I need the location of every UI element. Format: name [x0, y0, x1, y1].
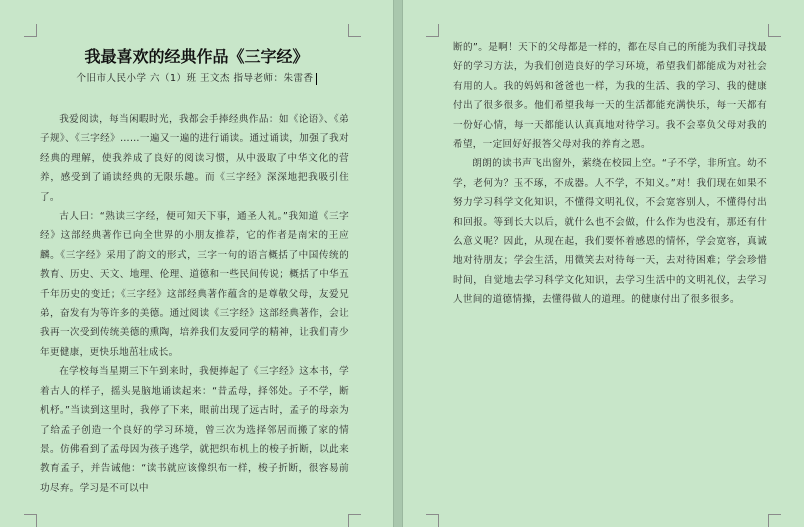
paragraph[interactable]: 我爱阅读，每当闲暇时光，我都会手捧经典作品：如《论语》、《弟子规》、《三字经》……一遍又一遍的进行诵读。通过诵读，加强了我对经典的理解，使我养成了良好的阅读习惯，从中汲取了中华文化的营养，感受到了诵读经典的无限乐趣。而《三字经》深深地把我吸引住了。 — [40, 114, 349, 203]
text-cursor — [316, 73, 317, 85]
crop-mark — [24, 24, 37, 37]
crop-mark — [348, 24, 361, 37]
paragraph[interactable]: 古人曰：“熟读三字经，便可知天下事，通圣人礼。”我知道《三字经》这部经典著作已向全世界的小朋友推荐，它的作者是南宋的王应麟。《三字经》采用了韵文的形式，三字一句的语言概括了中国传统的教育、历史、天文、地理、伦理、道德和一些民间传说；概括了中华五千年历史的变迁；《三字经》这部经典著作蕴含的是尊敬父母，友爱兄弟，奋发有为等许多的美德。通过阅读《三字经》这部经典著作，会让我再一次受到传统美德的熏陶，培养我们友爱同学的精神，让我们青少年更健康，更快乐地茁壮成长。 — [40, 211, 349, 358]
document-page-right — [403, 0, 804, 527]
document-title[interactable]: 我最喜欢的经典作品《三字经》 — [84, 47, 309, 66]
crop-mark — [426, 514, 439, 527]
crop-mark — [426, 24, 439, 37]
author-byline[interactable] — [0, 70, 393, 85]
crop-mark — [24, 514, 37, 527]
body-text-left[interactable] — [40, 110, 349, 498]
paragraph[interactable]: 朗朗的读书声飞出窗外，萦绕在校园上空。“子不学，非所宜。幼不学，老何为？玉不琢，不成器。人不学，不知义。”对！我们现在如果不努力学习科学文化知识，不懂得文明礼仪，不会宽容别人，不懂得付出和回报。等到长大以后，就什么也不会做，什么作为也没有，那还有什么意义呢？因此，从现在起，我们要怀着感恩的情怀，学会宽容，真诚地对待朋友；学会生活，用微笑去对待每一天，去对待困难；学会珍惜时间，自觉地去学习科学文化知识，去学习生活中的文明礼仪，去学习人世间的道德情操，去懂得做人的道理。的健康付出了很多很多。 — [453, 158, 767, 306]
page-gutter — [393, 0, 403, 527]
crop-mark — [768, 514, 781, 527]
crop-mark — [348, 514, 361, 527]
document-page-left — [0, 0, 393, 527]
paragraph[interactable]: 断的”。是啊！天下的父母都是一样的，都在尽自己的所能为我们寻找最好的学习方法，为我们创造良好的学习环境，希望我们都能成为对社会有用的人。我的妈妈和爸爸也一样，为我的生活、我的学习、我的健康付出了很多很多。他们希望我每一天的生活都能充满快乐，每一天都有一份好心情，每一天都能认认真真地对待学习。我不会辜负父母对我的希望，一定回好好报答父母对我的养育之恩。 — [453, 42, 767, 151]
byline-text[interactable]: 个旧市人民小学 六（1）班 王文杰 指导老师：朱雷香 — [76, 73, 314, 84]
paragraph[interactable]: 在学校每当星期三下午到来时，我便捧起了《三字经》这本书，学着古人的样子，摇头晃脑地诵读起来：“昔孟母，择邻处。子不学，断机杼。”当读到这里时，我停了下来，眼前出现了远古时，孟子的母亲为了给孟子创造一个良好的学习环境，曾三次为选择邻居而搬了家的情景。仿佛看到了孟母因为孩子逃学，就把织布机上的梭子折断，以此来教育孟子，并告诫他：“读书就应该像织布一样，梭子折断，很容易前功尽弃。学习是不可以中 — [40, 366, 349, 494]
body-text-right[interactable] — [453, 38, 767, 310]
crop-mark — [768, 24, 781, 37]
